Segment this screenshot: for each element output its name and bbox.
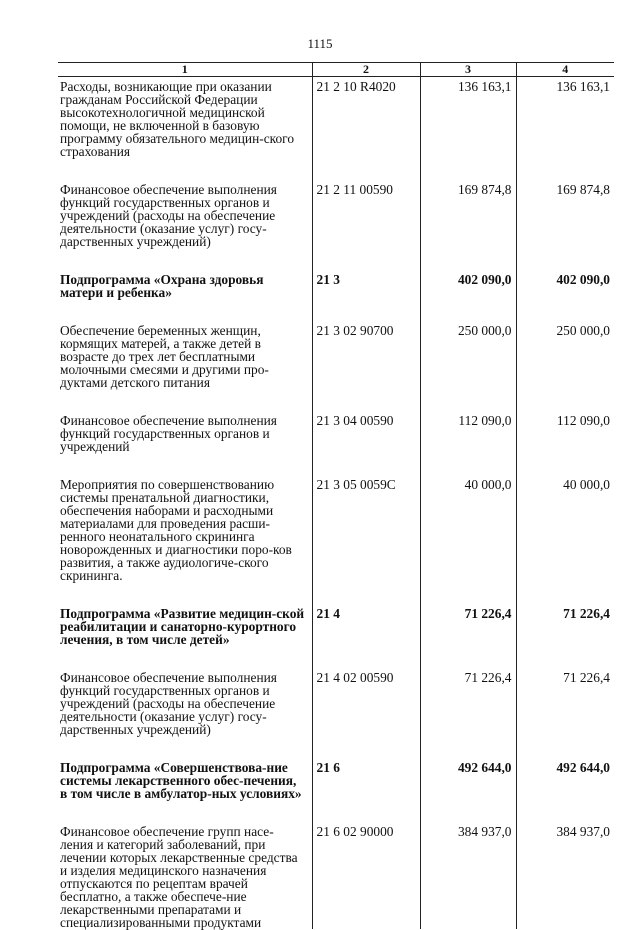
row-value-col4: 402 090,0 [516, 270, 614, 321]
row-code-cell: 21 3 04 00590 [312, 411, 420, 475]
column-header-2: 2 [312, 63, 420, 77]
row-name-cell: Подпрограмма «Охрана здоровья матери и ребенка» [60, 272, 264, 300]
row-value-col3: 169 874,8 [420, 180, 516, 270]
table-row [58, 668, 614, 758]
column-header-4: 4 [516, 63, 614, 77]
table-row [58, 411, 614, 475]
row-code-cell: 21 4 [312, 604, 420, 668]
row-name-cell: Подпрограмма «Совершенствова-ние системы лекарственного обес-печения, в том числе в амбулатор-ных условиях» [60, 760, 302, 801]
row-value-col4: 384 937,0 [516, 822, 614, 929]
table-row [58, 475, 614, 604]
table-body [58, 77, 614, 930]
row-value-col4: 112 090,0 [516, 411, 614, 475]
row-value-col3: 136 163,1 [420, 77, 516, 181]
column-header-1: 1 [58, 63, 312, 77]
row-code-cell: 21 3 [312, 270, 420, 321]
table-row [58, 77, 614, 181]
row-code-cell: 21 2 10 R4020 [312, 77, 420, 181]
column-header-3: 3 [420, 63, 516, 77]
row-code-cell: 21 2 11 00590 [312, 180, 420, 270]
row-value-col4: 136 163,1 [516, 77, 614, 181]
table-row [58, 270, 614, 321]
row-name-cell: Расходы, возникающие при оказании гражданам Российской Федерации высокотехнологичной медицинской помощи, не включенной в базовую программу обязательного медицин-ского страхования [60, 79, 295, 159]
table-header [58, 63, 614, 77]
row-value-col4: 250 000,0 [516, 321, 614, 411]
row-value-col4: 492 644,0 [516, 758, 614, 822]
table-row [58, 604, 614, 668]
row-value-col4: 40 000,0 [516, 475, 614, 604]
row-name-cell: Финансовое обеспечение групп насе-ления и категорий заболеваний, при лечении которых лекарственные средства и изделия медицинского назначения отпускаются по рецептам врачей бесплатно, а также обеспече-ние лекарственными препаратами и специализированными продуктами [60, 824, 298, 930]
row-code-cell: 21 4 02 00590 [312, 668, 420, 758]
row-value-col3: 40 000,0 [420, 475, 516, 604]
row-code-cell: 21 6 02 90000 [312, 822, 420, 929]
page-number: 1115 [307, 36, 333, 51]
row-value-col4: 71 226,4 [516, 604, 614, 668]
row-code-cell: 21 3 05 0059С [312, 475, 420, 604]
table-row [58, 321, 614, 411]
table-row [58, 822, 614, 929]
row-code-cell: 21 6 [312, 758, 420, 822]
row-name-cell: Финансовое обеспечение выполнения функций государственных органов и учреждений (расходы на обеспечение деятельности (оказание услуг) госу-дарственных учреждений) [60, 670, 277, 737]
row-value-col3: 71 226,4 [420, 604, 516, 668]
row-value-col4: 71 226,4 [516, 668, 614, 758]
row-name-cell: Финансовое обеспечение выполнения функций государственных органов и учреждений [60, 413, 277, 454]
table-row [58, 180, 614, 270]
table-row [58, 758, 614, 822]
row-value-col3: 112 090,0 [420, 411, 516, 475]
row-value-col3: 250 000,0 [420, 321, 516, 411]
row-value-col3: 492 644,0 [420, 758, 516, 822]
header-row [58, 63, 614, 77]
row-name-cell: Финансовое обеспечение выполнения функций государственных органов и учреждений (расходы на обеспечение деятельности (оказание услуг) госу-дарственных учреждений) [60, 182, 277, 249]
row-value-col3: 71 226,4 [420, 668, 516, 758]
row-name-cell: Подпрограмма «Развитие медицин-ской реабилитации и санаторно-курортного лечения, в том числе детей» [60, 606, 305, 647]
row-code-cell: 21 3 02 90700 [312, 321, 420, 411]
row-value-col4: 169 874,8 [516, 180, 614, 270]
row-value-col3: 402 090,0 [420, 270, 516, 321]
budget-table [58, 62, 614, 929]
row-name-cell: Обеспечение беременных женщин, кормящих матерей, а также детей в возрасте до трех лет бесплатными молочными смесями и другими про-дуктами детского питания [60, 323, 269, 390]
row-value-col3: 384 937,0 [420, 822, 516, 929]
row-name-cell: Мероприятия по совершенствованию системы пренатальной диагностики, обеспечения наборами и расходными материалами для проведения расши-ренного неонатального скрининга новорожденных и диагностики поро-ков развития, а также аудиологиче-ского скрининга. [60, 477, 292, 583]
